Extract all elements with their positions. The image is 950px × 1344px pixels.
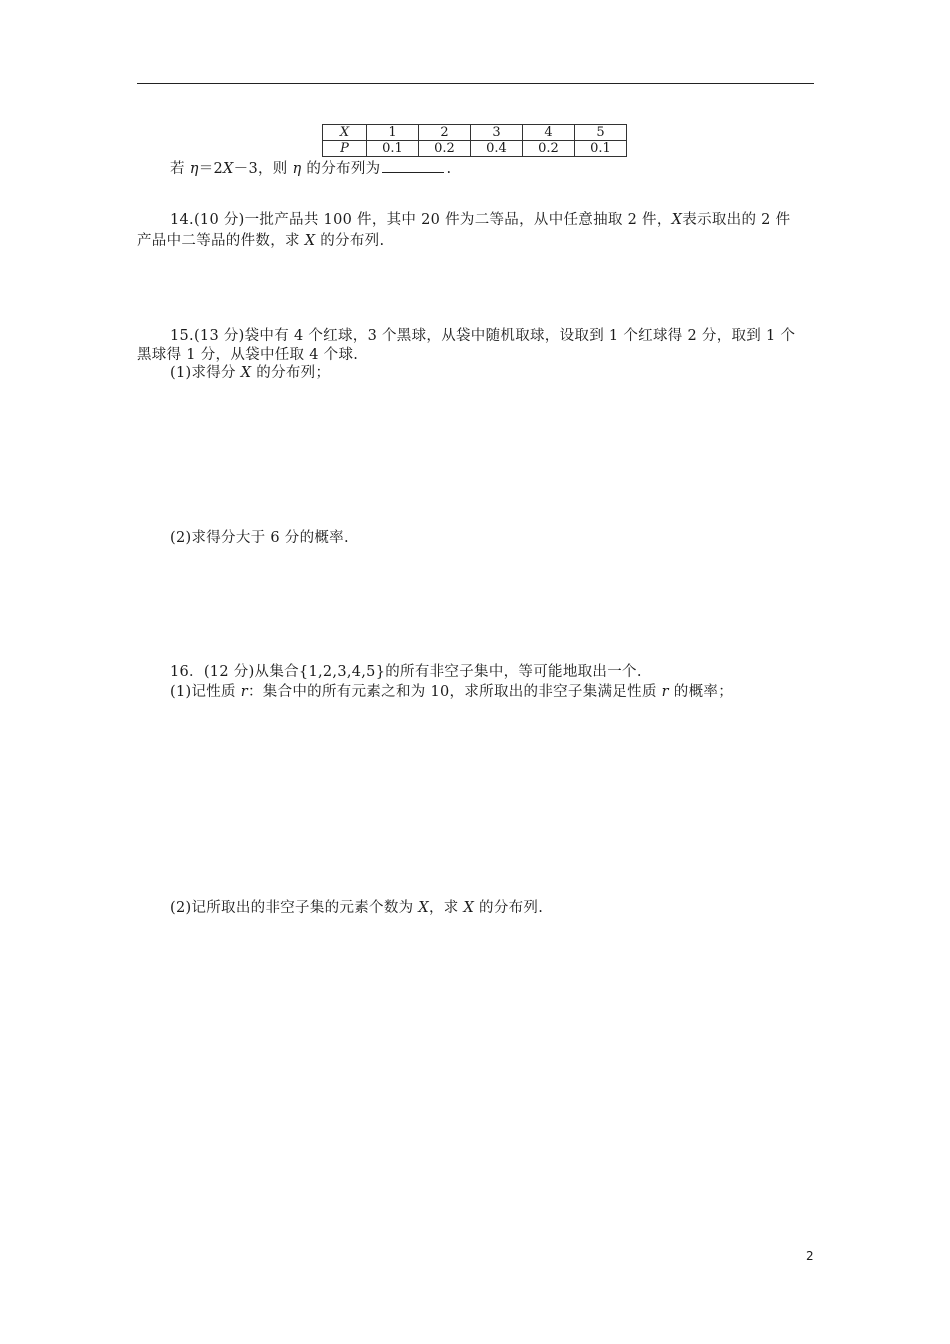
math-var: X xyxy=(223,161,234,177)
distribution-table xyxy=(322,124,627,157)
text: －3，则 xyxy=(233,161,293,177)
text: 的分布列. xyxy=(315,233,385,249)
text: (2)记所取出的非空子集的元素个数为 xyxy=(170,900,419,916)
header-rule xyxy=(137,83,814,84)
math-var: X xyxy=(671,212,683,228)
table-cell: 0.4 xyxy=(471,141,523,157)
math-var: η xyxy=(189,161,199,177)
q16-line1: 16．(12 分)从集合{1,2,3,4,5}的所有非空子集中，等可能地取出一个. xyxy=(170,664,642,680)
q14-line2 xyxy=(137,232,384,250)
text: 的分布列； xyxy=(251,365,331,381)
text: 14.(10 分)一批产品共 100 件，其中 20 件为二等品，从中任意抽取 2 件， xyxy=(170,212,672,228)
math-var: X xyxy=(304,233,316,249)
math-var: X xyxy=(418,900,429,916)
text: ＝2 xyxy=(198,161,224,177)
table-header-p: P xyxy=(323,141,367,157)
math-var: η xyxy=(292,161,302,177)
math-var: r xyxy=(661,684,669,700)
table-cell: 2 xyxy=(419,125,471,141)
text: ，求 xyxy=(428,900,464,916)
text: (1)记性质 xyxy=(170,684,241,700)
math-var: X xyxy=(463,900,475,916)
answer-blank xyxy=(382,160,444,173)
table-cell: 3 xyxy=(471,125,523,141)
table-cell: 4 xyxy=(523,125,575,141)
q15-line2: 黑球得 1 分，从袋中任取 4 个球. xyxy=(137,347,359,363)
table-header-x: X xyxy=(323,125,367,141)
table-cell: 0.2 xyxy=(419,141,471,157)
table-cell: 1 xyxy=(367,125,419,141)
math-var: X xyxy=(240,365,252,381)
table-row xyxy=(323,125,627,141)
q16-part2 xyxy=(170,899,543,917)
text: 若 xyxy=(170,161,190,177)
page-number: 2 xyxy=(806,1249,814,1263)
q15-part2: (2)求得分大于 6 分的概率. xyxy=(170,530,349,546)
q14-line1 xyxy=(170,211,790,229)
table-row xyxy=(323,141,627,157)
table-cell: 0.2 xyxy=(523,141,575,157)
math-var: r xyxy=(240,684,248,700)
text: ：集合中的所有元素之和为 10，求所取出的非空子集满足性质 xyxy=(247,684,662,700)
text: (1)求得分 xyxy=(170,365,241,381)
text: 表示取出的 2 件 xyxy=(682,212,791,228)
q15-line1: 15.(13 分)袋中有 4 个红球，3 个黑球，从袋中随机取球，设取到 1 个红球得 2 分，取到 1 个 xyxy=(170,328,796,344)
text: . xyxy=(446,161,452,177)
text: 的概率； xyxy=(668,684,733,700)
table-cell: 0.1 xyxy=(575,141,627,157)
text: 产品中二等品的件数，求 xyxy=(137,233,305,249)
table-cell: 0.1 xyxy=(367,141,419,157)
q16-part1 xyxy=(170,683,733,701)
text: 的分布列. xyxy=(474,900,544,916)
table-cell: 5 xyxy=(575,125,627,141)
text: 的分布列为 xyxy=(301,161,381,177)
q13-question xyxy=(170,160,451,178)
q15-part1 xyxy=(170,364,330,382)
